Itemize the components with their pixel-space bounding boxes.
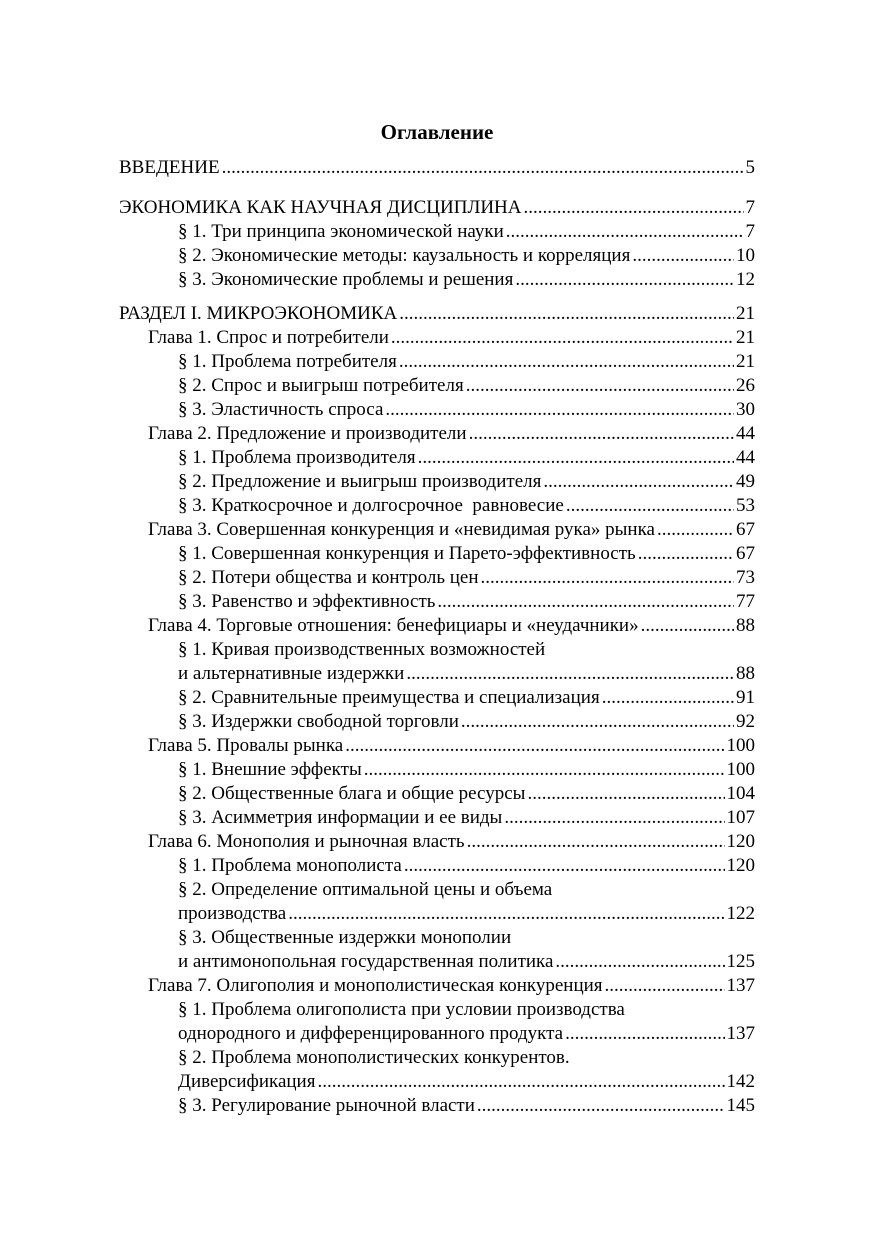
toc-entry-title: Глава 3. Совершенная конкуренция и «невидимая рука» рынка [148,519,655,540]
toc-entry-page: 100 [726,735,755,756]
toc-entry-title: § 3. Эластичность спроса [178,399,384,420]
toc-entry-title: § 3. Регулирование рыночной власти [178,1095,475,1116]
toc-entry-title-line1[interactable]: § 3. Общественные издержки монополии [178,927,512,948]
toc-entry-title: § 3. Издержки свободной торговли [178,711,459,732]
toc-entry[interactable] [178,566,755,590]
toc-entry-page: 122 [726,903,755,924]
toc-entry-page: 125 [726,951,755,972]
toc-entry-title: § 2. Экономические методы: каузальность и корреляция [178,245,631,266]
toc-entry-page: 7 [745,221,755,242]
toc-entry[interactable] [148,830,755,854]
page-title: Оглавление [380,120,494,144]
toc-entry-page: 26 [736,375,755,396]
toc-entry[interactable] [178,470,755,494]
toc-entry-title: § 2. Потери общества и контроль цен [178,567,479,588]
toc-entry-title: § 3. Равенство и эффективность [178,591,436,612]
toc-entry-page: 12 [736,269,755,290]
toc-entry-title: § 2. Общественные блага и общие ресурсы [178,783,526,804]
toc-entry[interactable] [148,734,755,758]
toc-entry[interactable] [178,950,755,974]
toc-entry[interactable] [178,350,755,374]
toc-entry-page: 91 [736,687,755,708]
toc-entry-title: ЭКОНОМИКА КАК НАУЧНАЯ ДИСЦИПЛИНА [119,197,522,218]
toc-entry[interactable] [178,220,755,244]
toc-entry-title: § 1. Проблема потребителя [178,351,397,372]
toc-entry-page: 67 [736,519,755,540]
toc-entry-title: § 1. Три принципа экономической науки [178,221,504,242]
toc-entry-page: 30 [736,399,755,420]
toc-entry-page: 21 [736,303,755,324]
toc-entry-page: 10 [736,245,755,266]
toc-entry-page: 137 [726,1023,755,1044]
toc-entry[interactable] [119,196,755,220]
toc-entry-page: 44 [736,423,755,444]
toc-entry[interactable] [178,782,755,806]
toc-entry-title-line1[interactable]: § 2. Проблема монополистических конкурентов. [178,1047,570,1068]
toc-entry-page: 120 [726,855,755,876]
toc-entry[interactable] [178,710,755,734]
toc-entry-page: 88 [736,663,755,684]
toc-entry-title: Глава 5. Провалы рынка [148,735,344,756]
toc-entry-page: 104 [726,783,755,804]
toc-entry-title-line1[interactable]: § 1. Проблема олигополиста при условии производства [178,999,625,1020]
toc-entry-page: 44 [736,447,755,468]
toc-entry[interactable] [148,518,755,542]
toc-entry[interactable] [178,268,755,292]
toc-entry-page: 73 [736,567,755,588]
toc-entry[interactable] [178,686,755,710]
toc-entry-page: 21 [736,351,755,372]
toc-entry-page: 67 [736,543,755,564]
toc-entry[interactable] [178,662,755,686]
toc-entry-title: Глава 7. Олигополия и монополистическая конкуренция [148,975,603,996]
toc-entry[interactable] [178,398,755,422]
toc-entry-title: § 1. Проблема монополиста [178,855,402,876]
toc-entry-title: производства [178,903,287,924]
toc-entry-page: 49 [736,471,755,492]
toc-entry-title: Глава 4. Торговые отношения: бенефициары и «неудачники» [148,615,639,636]
toc-entry-page: 92 [736,711,755,732]
toc-entry-title-line1[interactable]: § 2. Определение оптимальной цены и объема [178,879,553,900]
toc-entry-title: Глава 1. Спрос и потребители [148,327,389,348]
toc-entry-title: § 3. Краткосрочное и долгосрочное равновесие [178,495,564,516]
toc-entry[interactable] [178,244,755,268]
toc-entry-page: 7 [745,197,755,218]
toc-entry-title: РАЗДЕЛ I. МИКРОЭКОНОМИКА [119,303,398,324]
toc-entry-title: и антимонопольная государственная политика [178,951,554,972]
toc-entry[interactable] [148,326,755,350]
toc-entry-title: § 2. Сравнительные преимущества и специализация [178,687,600,708]
toc-entry-page: 120 [726,831,755,852]
toc-entry[interactable] [178,1022,755,1046]
toc-entry[interactable] [178,758,755,782]
toc-entry-title: и альтернативные издержки [178,663,405,684]
toc-entry[interactable] [148,614,755,638]
toc-entry-title: Диверсификация [178,1071,316,1092]
toc-entry[interactable] [178,446,755,470]
toc-entry[interactable] [178,806,755,830]
toc-entry[interactable] [178,542,755,566]
toc-entry[interactable] [148,974,755,998]
toc-entry-page: 21 [736,327,755,348]
toc-entry[interactable] [119,302,755,326]
toc-entry-page: 100 [726,759,755,780]
toc-entry-page: 142 [726,1071,755,1092]
toc-entry-title: § 1. Проблема производителя [178,447,416,468]
toc-entry-page: 77 [736,591,755,612]
toc-entry-title: § 2. Предложение и выигрыш производителя [178,471,542,492]
toc-entry[interactable] [178,854,755,878]
toc-entry-title: Глава 2. Предложение и производители [148,423,467,444]
toc-entry-title: § 3. Экономические проблемы и решения [178,269,514,290]
toc-entry-page: 88 [736,615,755,636]
toc-entry-title: § 3. Асимметрия информации и ее виды [178,807,503,828]
toc-entry[interactable] [119,156,755,180]
toc-entry-title: § 1. Совершенная конкуренция и Парето-эффективность [178,543,636,564]
toc-entry[interactable] [178,902,755,926]
toc-entry-title: однородного и дифференцированного продукта [178,1023,564,1044]
toc-entry-page: 107 [726,807,755,828]
toc-entry[interactable] [178,1094,755,1118]
toc-entry[interactable] [178,494,755,518]
toc-entry-title: ВВЕДЕНИЕ [119,157,220,178]
toc-entry[interactable] [178,374,755,398]
toc-entry-title-line1[interactable]: § 1. Кривая производственных возможностей [178,639,546,660]
toc-entry-title: Глава 6. Монополия и рыночная власть [148,831,465,852]
toc-entry-page: 53 [736,495,755,516]
toc-entry[interactable] [178,590,755,614]
toc-entry[interactable] [148,422,755,446]
toc-entry-page: 145 [726,1095,755,1116]
toc-entry-page: 5 [745,157,755,178]
toc-entry-title: § 1. Внешние эффекты [178,759,362,780]
toc-entry-page: 137 [726,975,755,996]
toc-entry-title: § 2. Спрос и выигрыш потребителя [178,375,464,396]
toc-entry[interactable] [178,1070,755,1094]
